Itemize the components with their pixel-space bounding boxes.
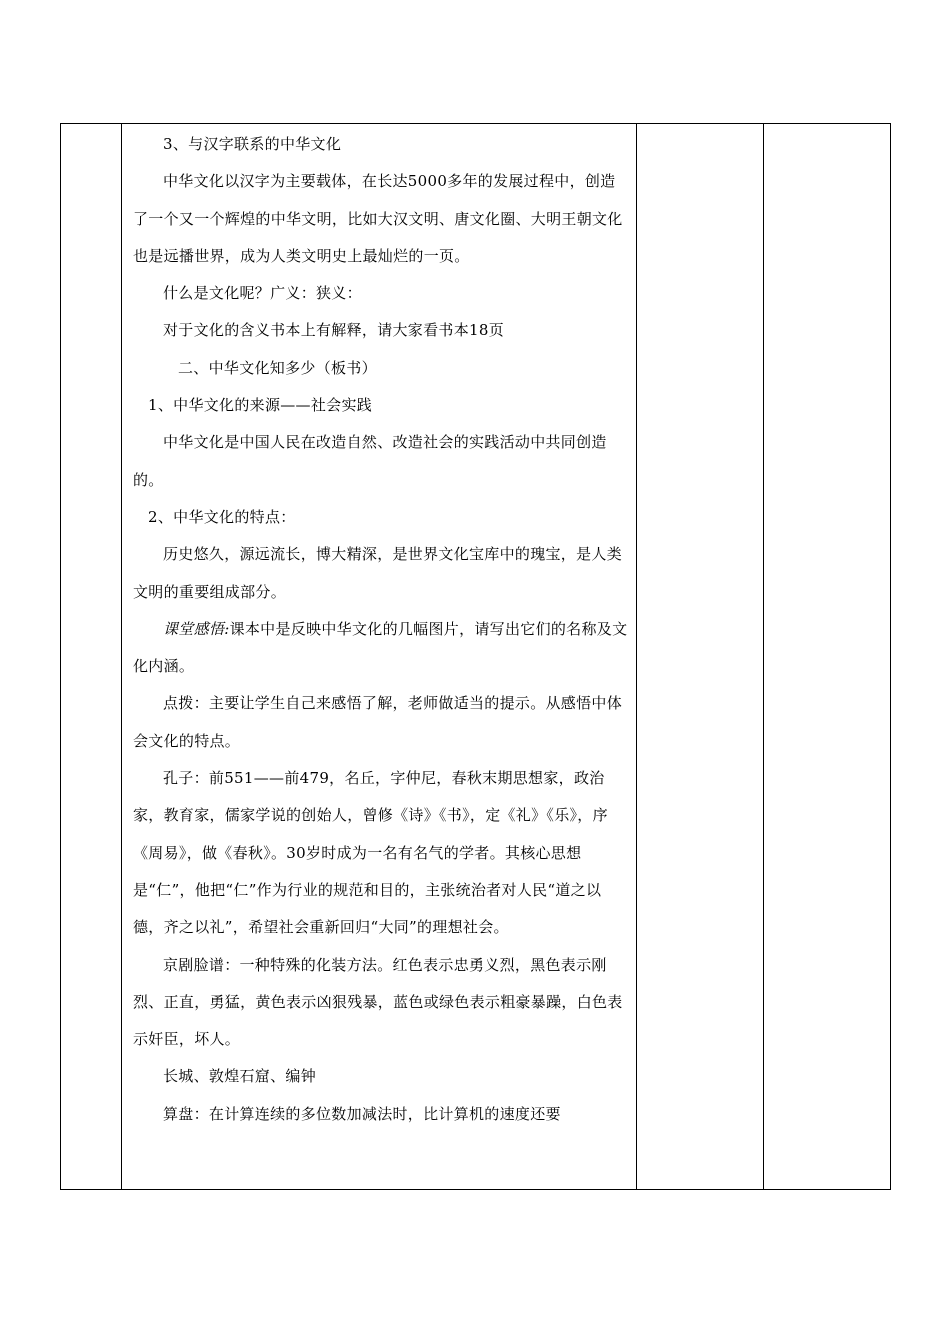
classroom-insight-text: 课本中是反映中华文化的几幅图片，请写出它们的名称及文化内涵。 [133, 619, 628, 676]
paragraph-great-wall: 长城、敦煌石窟、编钟 [163, 1067, 317, 1086]
paragraph-textbook-reference: 对于文化的含义书本上有解释，请大家看书本18页 [163, 321, 504, 340]
paragraph-what-is-culture: 什么是文化呢？广义：狭义： [163, 284, 362, 303]
classroom-insight-label: 课堂感悟: [163, 619, 230, 638]
left-blank-cell [61, 124, 122, 1190]
section-heading-culture-knowledge: 二、中华文化知多少（板书） [178, 358, 377, 377]
lesson-plan-table [60, 123, 891, 1190]
section-heading-chinese-characters: 3、与汉字联系的中华文化 [163, 135, 342, 153]
paragraph-confucius: 孔子：前551——前479，名丘，字仲尼，春秋末期思想家，政治家，教育家，儒家学说的创始人，曾修《诗》《书》，定《礼》《乐》，序《周易》，做《春秋》。30岁时成为一名有名气的学者。其核心思想是“仁”，他把“仁”作为行业的规范和目的，主张统治者对人民“道之以德，齐之以礼”，希望社会重新回归“大同”的理想社会。 [133, 769, 608, 937]
paragraph-culture-history: 历史悠久，源远流长，博大精深，是世界文化宝库中的瑰宝，是人类文明的重要组成部分。 [133, 545, 623, 601]
content-cell [122, 124, 637, 1190]
notes-cell [637, 124, 764, 1190]
paragraph-abacus: 算盘：在计算连续的多位数加减法时，比计算机的速度还要 [163, 1104, 561, 1123]
remarks-cell [764, 124, 891, 1190]
paragraph-culture-creation: 中华文化是中国人民在改造自然、改造社会的实践活动中共同创造的。 [133, 433, 607, 489]
subheading-culture-features: 2、中华文化的特点： [148, 507, 296, 526]
paragraph-teacher-guidance: 点拨：主要让学生自己来感悟了解，老师做适当的提示。从感悟中体会文化的特点。 [133, 694, 623, 750]
paragraph-peking-opera-masks: 京剧脸谱：一种特殊的化装方法。红色表示忠勇义烈，黑色表示刚烈、正直，勇猛，黄色表示凶狠残暴，蓝色或绿色表示粗豪暴躁，白色表示奸臣，坏人。 [133, 955, 623, 1049]
paragraph-classroom-insight [133, 611, 628, 686]
paragraph-chinese-culture-carrier: 中华文化以汉字为主要载体，在长达5000多年的发展过程中，创造了一个又一个辉煌的中华文明，比如大汉文明、唐文化圈、大明王朝文化也是远播世界，成为人类文明史上最灿烂的一页。 [133, 172, 623, 265]
subheading-culture-source: 1、中华文化的来源——社会实践 [148, 396, 373, 415]
